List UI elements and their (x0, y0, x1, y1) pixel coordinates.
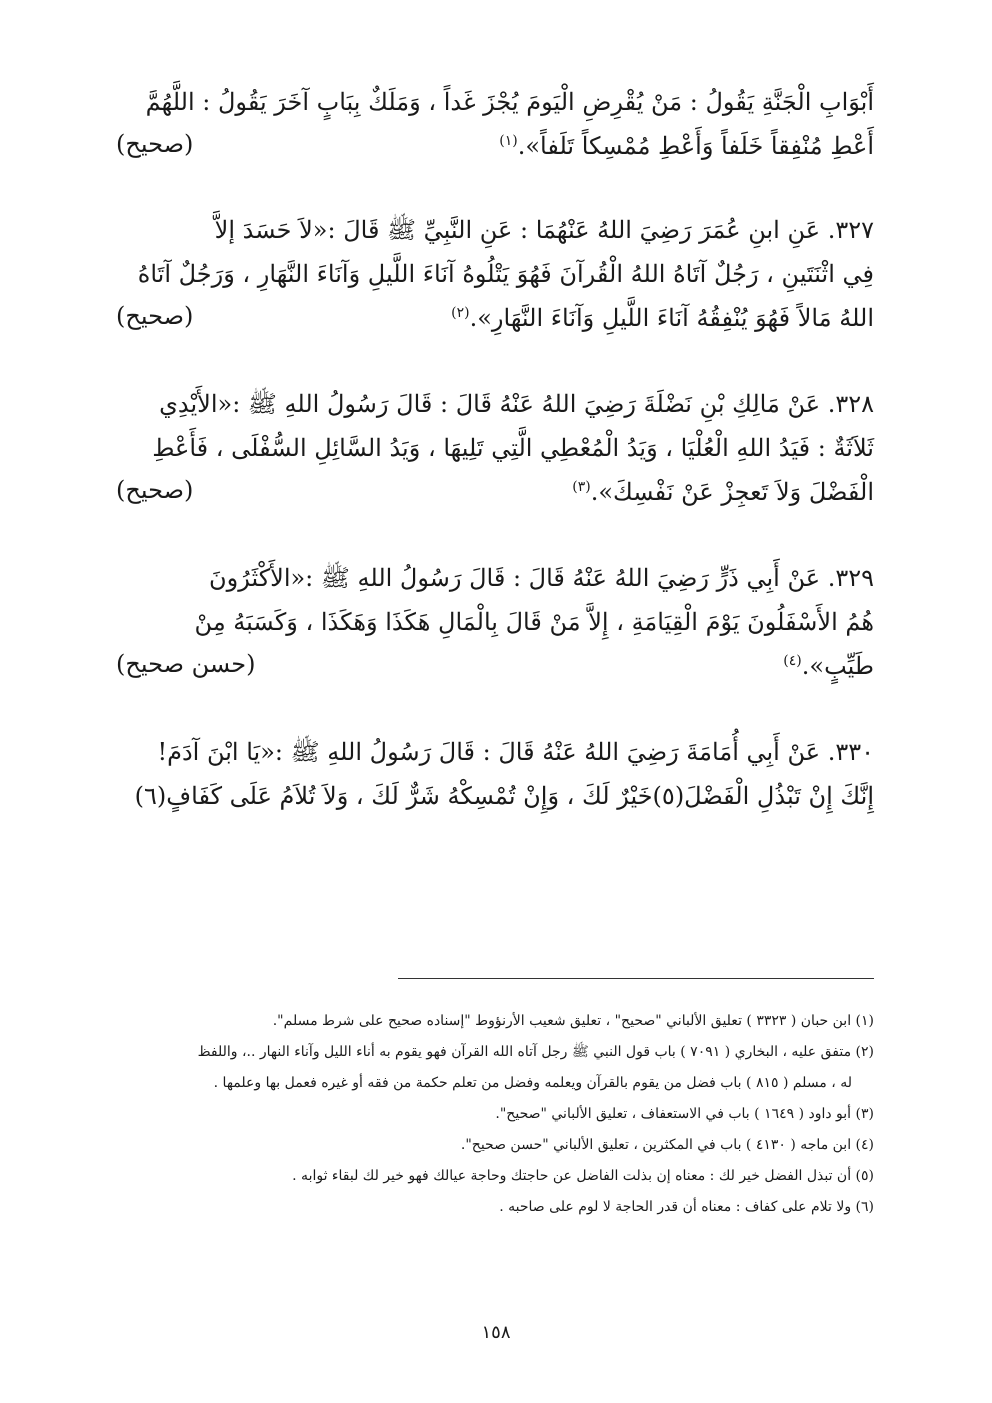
hadith-grade: (صحيح) (116, 130, 194, 158)
text-line: ٣٢٩. عَنْ أَبِي ذَرٍّ رَضِيَ اللهُ عَنْهُ قَالَ : قَالَ رَسُولُ اللهِ ﷺ :«الأَكْثَرُونَ (209, 564, 874, 592)
text-line: إِنَّكَ إِنْ تَبْذُلِ الْفَضْلَ(٥)خَيْرٌ لَكَ ، وَإِنْ تُمْسِكْهُ شَرٌّ لَكَ ، وَلاَ تُلاَمُ عَلَى كَفَافٍ(٦) (134, 782, 874, 810)
hadith-paragraph-329 (118, 556, 874, 688)
footnote-2: (٢) متفق عليه ، البخاري ( ٧٠٩١ ) باب قول النبي ﷺ رجل آتاه الله القرآن فهو يقوم به أناء الليل وآناء النهار ..، واللفظ (197, 1044, 874, 1060)
footnote-3: (٣) أبو داود ( ١٦٤٩ ) باب في الاستعفاف ، تعليق الألباني "صحيح". (495, 1106, 874, 1122)
footnote-ref: (١) (499, 133, 518, 149)
footnote-2-continued: له ، مسلم ( ٨١٥ ) باب فضل من يقوم بالقرآن ويعلمه وفضل من تعلم حكمة من فقه أو غيره فعمل بها وعلمها . (213, 1075, 852, 1091)
footnote-ref: (٢) (451, 305, 470, 321)
text-line: أَعْطِ مُنْفِقاً خَلَفاً وَأَعْطِ مُمْسِكاً تَلَفاً». (517, 132, 874, 160)
hadith-grade: (حسن صحيح) (116, 650, 256, 678)
text-line: الْفَضْلَ وَلاَ تَعجِزْ عَنْ نَفْسِكَ». (590, 478, 874, 506)
footnote-4: (٤) ابن ماجه ( ٤١٣٠ ) باب في المكثرين ، تعليق الألباني "حسن صحيح". (460, 1137, 874, 1153)
footnotes (118, 1006, 874, 1223)
hadith-paragraph-330 (118, 730, 874, 818)
footnote-divider (398, 978, 874, 979)
text-line: اللهُ مَالاً فَهُوَ يُنْفِقُهُ آنَاءَ اللَّيلِ وَآنَاءَ النَّهَارِ». (469, 304, 874, 332)
page-number: ١٥٨ (481, 1322, 511, 1343)
hadith-paragraph-continued (118, 80, 874, 168)
hadith-paragraph-327 (118, 208, 874, 340)
text-line: ٣٣٠. عَنْ أَبِي أُمَامَةَ رَضِيَ اللهُ عَنْهُ قَالَ : قَالَ رَسُولُ اللهِ ﷺ :«يَا ابْنَ آدَمَ! (157, 738, 874, 766)
footnote-ref: (٤) (783, 653, 802, 669)
hadith-paragraph-328 (118, 382, 874, 514)
text-line: ثَلاَثَةٌ : فَيَدُ اللهِ الْعُلْيَا ، وَيَدُ الْمُعْطِي الَّتِي تَلِيهَا ، وَيَدُ السَّائِلِ السُّفْلَى ، فَأَعْطِ (152, 434, 874, 462)
text-line: هُمُ الأَسْفَلُونَ يَوْمَ الْقِيَامَةِ ، إِلاَّ مَنْ قَالَ بِالْمَالِ هَكَذَا وَهَكَذَا ، وَكَسَبَهُ مِنْ (194, 608, 874, 636)
text-line: ٣٢٨. عَنْ مَالِكِ بْنِ نَضْلَةَ رَضِيَ اللهُ عَنْهُ قَالَ : قَالَ رَسُولُ اللهِ ﷺ :«الأَيْدِي (159, 390, 874, 418)
hadith-grade: (صحيح) (116, 476, 194, 504)
footnote-5: (٥) أن تبذل الفضل خير لك : معناه إن بذلت الفاضل عن حاجتك وحاجة عيالك فهو خير لك لبقاء ثوابه . (292, 1168, 874, 1184)
hadith-grade: (صحيح) (116, 302, 194, 330)
text-line: فِي اثْنَتَينِ ، رَجُلٌ آتَاهُ اللهُ الْقُرآنَ فَهُوَ يَتْلُوهُ آنَاءَ اللَّيلِ وَآنَاءَ النَّهَارِ ، وَرَجُلٌ آتَاهُ (137, 260, 874, 288)
text-line: طَيِّبٍ». (801, 652, 874, 680)
footnote-1: (١) ابن حبان ( ٣٣٢٣ ) تعليق الألباني "صحيح" ، تعليق شعيب الأرنؤوط "إسناده صحيح على شرط مسلم". (272, 1013, 874, 1029)
text-line: أَبْوَابِ الْجَنَّةِ يَقُولُ : مَنْ يُقْرِضِ الْيَومَ يُجْزَ غَداً ، وَمَلَكٌ بِبَابٍ آخَرَ يَقُولُ : اللَّهُمَّ (145, 88, 874, 116)
main-text (118, 80, 874, 860)
text-line: ٣٢٧. عَنِ ابنِ عُمَرَ رَضِيَ اللهُ عَنْهُمَا : عَنِ النَّبِيِّ ﷺ قَالَ :«لاَ حَسَدَ إلاَّ (214, 216, 874, 244)
footnote-ref: (٣) (572, 479, 591, 495)
footnote-6: (٦) ولا تلام على كفاف : معناه أن قدر الحاجة لا لوم على صاحبه . (499, 1199, 874, 1215)
